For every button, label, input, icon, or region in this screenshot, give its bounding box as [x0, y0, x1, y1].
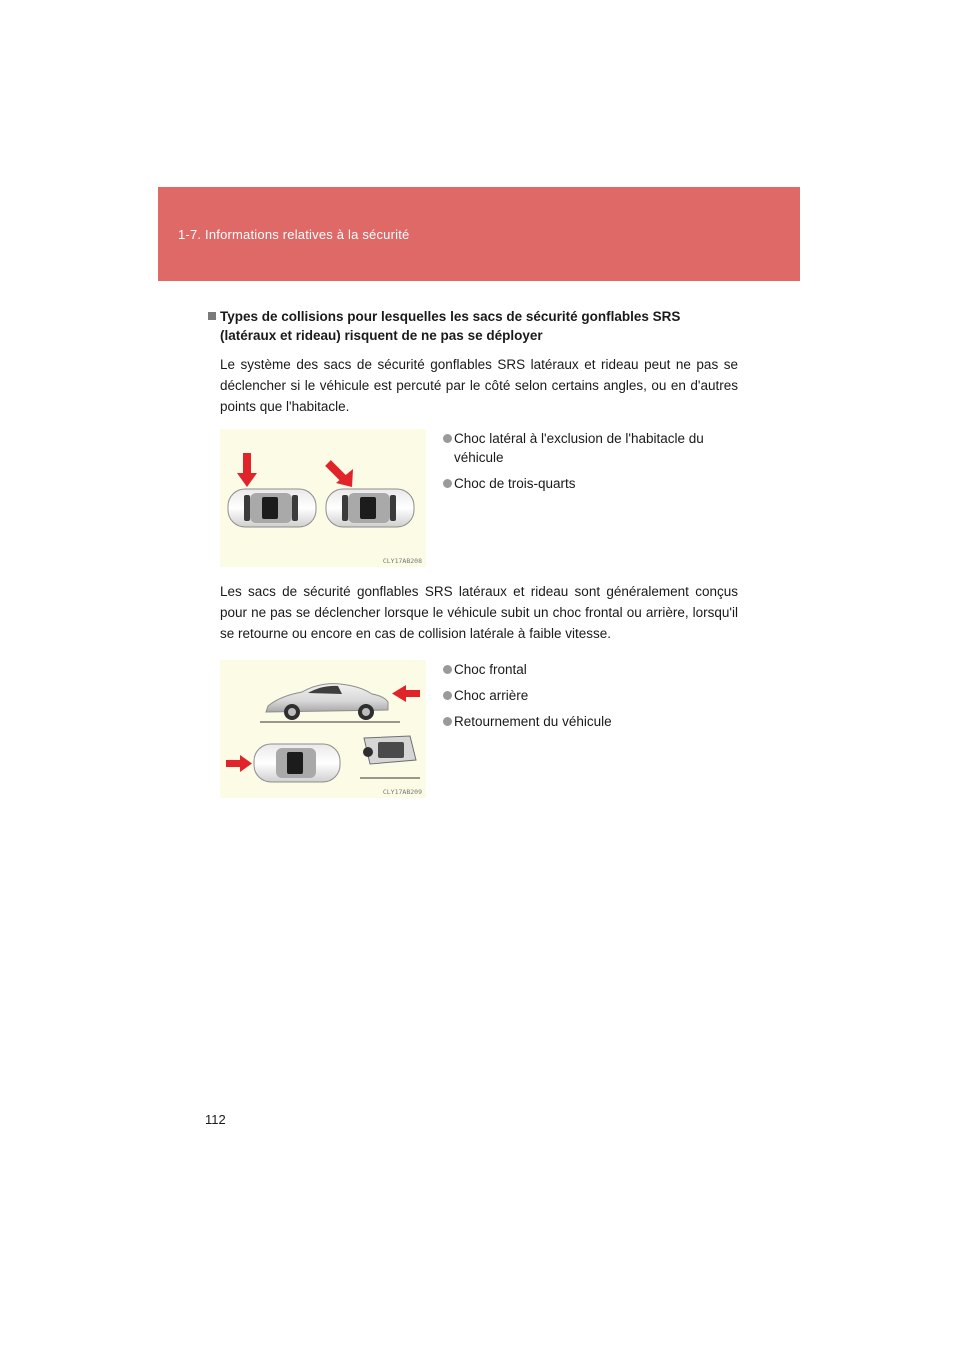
front-rear-rollover-illustration [220, 660, 426, 798]
paragraph-side-impact: Le système des sacs de sécurité gonflables SRS latéraux et rideau peut ne pas se déclencher si le véhicule est percuté par le côté selon certains angles, ou en d'autres points que l'habitacle. [220, 357, 738, 414]
car-rollover-icon [360, 736, 420, 778]
list-item: Choc arrière [443, 686, 733, 705]
car-top-view-icon [228, 489, 316, 527]
header-band [158, 187, 800, 281]
bullet-list-1 [426, 429, 733, 567]
arrow-left-icon [392, 685, 420, 702]
bullet-list-2 [426, 660, 733, 798]
figure-row-2 [220, 660, 738, 798]
bullet-dot-icon [443, 434, 452, 443]
figure-front-rear-rollover [220, 660, 426, 798]
page-number: 112 [205, 1112, 226, 1127]
arrow-diagonal-icon [328, 463, 353, 487]
side-collision-illustration [220, 429, 426, 567]
square-bullet-icon [208, 312, 216, 320]
paragraph-no-deploy: Les sacs de sécurité gonflables SRS latéraux et rideau sont généralement conçus pour ne pas se déclencher lorsque le véhicule subit un choc frontal ou arrière, lorsqu'il se retourne ou encore en cas de collision latérale à faible vitesse. [220, 584, 738, 641]
car-top-view-icon [326, 489, 414, 527]
arrow-down-icon [237, 453, 257, 487]
figure-side-collisions [220, 429, 426, 567]
bullet-dot-icon [443, 717, 452, 726]
bullet-dot-icon [443, 479, 452, 488]
figure-row-1 [220, 429, 738, 567]
subheading [208, 307, 738, 345]
list-item: Choc frontal [443, 660, 733, 679]
car-top-view-icon [254, 744, 340, 782]
bullet-dot-icon [443, 691, 452, 700]
section-title: 1-7. Informations relatives à la sécurité [178, 227, 410, 242]
list-item: Choc de trois-quarts [443, 474, 733, 493]
figure-code: CLY17AB208 [382, 557, 422, 565]
subheading-text: Types de collisions pour lesquelles les sacs de sécurité gonflables SRS (latéraux et rideau) risquent de ne pas se déployer [220, 309, 681, 343]
figure-code: CLY17AB209 [382, 788, 422, 796]
arrow-right-icon [226, 755, 252, 772]
car-side-view-icon [260, 684, 400, 722]
list-item: Retournement du véhicule [443, 712, 733, 731]
bullet-dot-icon [443, 665, 452, 674]
content [208, 307, 738, 798]
list-item: Choc latéral à l'exclusion de l'habitacle du véhicule [443, 429, 733, 467]
